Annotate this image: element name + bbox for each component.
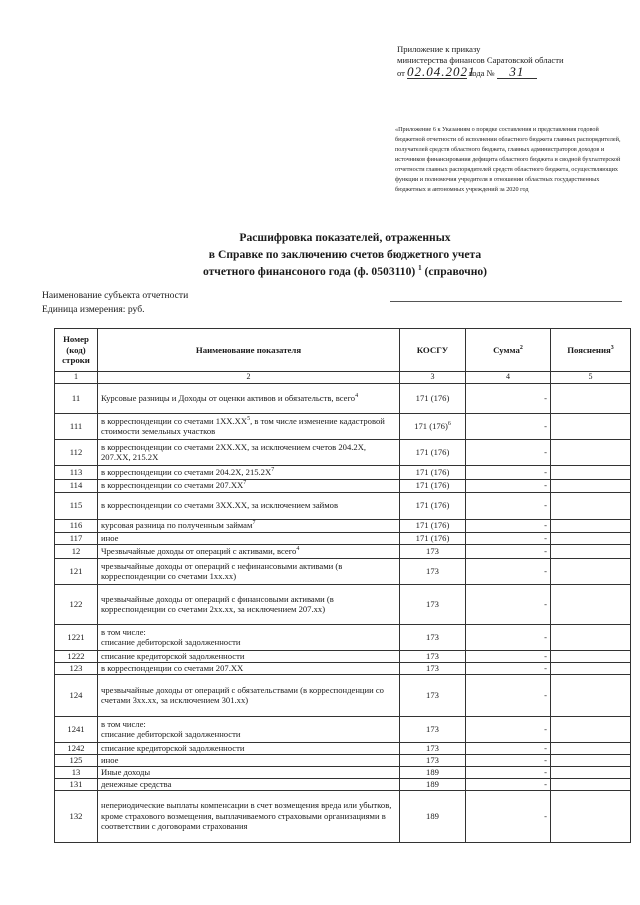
table-row xyxy=(55,479,631,492)
column-index-row xyxy=(55,372,631,384)
row-explanation xyxy=(551,479,631,492)
row-code: 112 xyxy=(55,439,98,465)
row-kosgu xyxy=(400,716,466,742)
row-kosgu xyxy=(400,754,466,766)
row-kosgu xyxy=(400,479,466,492)
appendix-line-2: министерства финансов Саратовской области xyxy=(397,55,564,65)
row-name-text: Чрезвычайные доходы от операций с активами, всего xyxy=(101,545,297,556)
unit-label: Единица измерения: руб. xyxy=(42,304,145,315)
row-explanation xyxy=(551,558,631,584)
table-row xyxy=(55,532,631,544)
row-kosgu xyxy=(400,558,466,584)
row-code: 111 xyxy=(55,413,98,439)
row-name-text: денежные средства xyxy=(101,778,172,789)
table-row xyxy=(55,742,631,754)
row-code: 122 xyxy=(55,584,98,624)
row-code: 113 xyxy=(55,465,98,479)
table-row xyxy=(55,778,631,790)
row-kosgu-text: 171 (176) xyxy=(415,446,450,457)
table-row xyxy=(55,544,631,558)
row-name-text: Иные доходы xyxy=(101,766,151,777)
row-name-text: Курсовые разницы и Доходы от оценки активов и обязательств, всего xyxy=(101,392,356,403)
header-explanation-sup: 3 xyxy=(610,344,614,351)
row-code: 125 xyxy=(55,754,98,766)
row-code: 13 xyxy=(55,766,98,778)
row-footnote: 5 xyxy=(247,415,251,422)
row-kosgu xyxy=(400,519,466,532)
title-tail: (справочно) xyxy=(424,265,488,278)
row-kosgu xyxy=(400,766,466,778)
row-name xyxy=(98,662,400,674)
order-line xyxy=(397,66,627,79)
row-name xyxy=(98,778,400,790)
row-explanation xyxy=(551,742,631,754)
row-kosgu xyxy=(400,465,466,479)
row-explanation xyxy=(551,465,631,479)
column-index: 2 xyxy=(98,372,400,384)
row-sum: - xyxy=(466,519,551,532)
table-row xyxy=(55,716,631,742)
row-kosgu-text: 173 xyxy=(426,650,439,661)
row-name xyxy=(98,492,400,519)
column-index: 3 xyxy=(400,372,466,384)
table-header-row xyxy=(55,329,631,372)
header-code: Номер (код) строки xyxy=(55,329,98,372)
row-name xyxy=(98,754,400,766)
row-explanation xyxy=(551,650,631,662)
table-row xyxy=(55,650,631,662)
title-footnote: 1 xyxy=(418,264,422,273)
row-kosgu-text: 173 xyxy=(426,742,439,753)
title-line-3 xyxy=(150,263,540,280)
row-kosgu-text: 171 (176) xyxy=(414,420,448,431)
row-kosgu-text: 173 xyxy=(426,662,439,673)
table-body xyxy=(55,383,631,842)
row-code: 117 xyxy=(55,532,98,544)
row-sum: - xyxy=(466,650,551,662)
title-line-3-text: отчетного финансоного года (ф. 0503110) xyxy=(202,265,416,278)
row-code: 1242 xyxy=(55,742,98,754)
row-code: 1241 xyxy=(55,716,98,742)
row-kosgu-text: 171 (176) xyxy=(415,532,450,543)
table-row xyxy=(55,439,631,465)
row-name-text: иное xyxy=(101,754,119,765)
row-name xyxy=(98,790,400,842)
header-sum-text: Сумма xyxy=(493,344,520,355)
row-sum: - xyxy=(466,778,551,790)
row-name-text: чрезвычайные доходы от операций с финансовыми активами (в корреспонденции со счетами 2хх.хх, за исключением 207.хх) xyxy=(101,593,334,614)
row-kosgu xyxy=(400,584,466,624)
row-kosgu-text: 173 xyxy=(426,565,439,576)
row-footnote: 7 xyxy=(252,520,256,527)
row-name xyxy=(98,766,400,778)
row-name xyxy=(98,465,400,479)
row-footnote: 4 xyxy=(355,392,359,399)
row-kosgu xyxy=(400,624,466,650)
row-explanation xyxy=(551,544,631,558)
row-explanation xyxy=(551,754,631,766)
row-code: 1222 xyxy=(55,650,98,662)
row-code: 132 xyxy=(55,790,98,842)
row-code: 124 xyxy=(55,674,98,716)
row-explanation xyxy=(551,790,631,842)
column-index: 4 xyxy=(466,372,551,384)
row-name-text: в том числе: списание дебиторской задолженности xyxy=(101,718,241,739)
row-sum: - xyxy=(466,383,551,413)
row-kosgu xyxy=(400,544,466,558)
row-kosgu-footnote: 6 xyxy=(447,420,451,427)
row-sum: - xyxy=(466,558,551,584)
appendix-note: «Приложение 6 к Указаниям о порядке составления и представления годовой бюджетной отчетности об исполнении областного бюджета главных распорядителей, получателей средств областного бюджета, главных администраторов доходов и источников финансирования дефицита областного бюджета и сводной бухгалтерской отчетности главных распорядителей средств областного бюджета, осуществляющих функции и полномочия учредителя в отношении областных государственных бюджетных и автономных учреждений за 2020 год xyxy=(395,126,621,193)
row-sum: - xyxy=(466,439,551,465)
appendix-line-1: Приложение к приказу xyxy=(397,44,481,54)
row-kosgu-text: 173 xyxy=(426,598,439,609)
row-name-text: непериодические выплаты компенсации в счет возмещения вреда или убытков, кроме страхового возмещения, выплачиваемого страховыми организациями в соответствии с договорами страхования xyxy=(101,800,392,832)
row-sum: - xyxy=(466,716,551,742)
row-sum: - xyxy=(466,479,551,492)
row-name xyxy=(98,413,400,439)
header-sum xyxy=(466,329,551,372)
row-code: 114 xyxy=(55,479,98,492)
row-kosgu xyxy=(400,383,466,413)
row-kosgu-text: 189 xyxy=(426,810,439,821)
row-name xyxy=(98,544,400,558)
row-name xyxy=(98,742,400,754)
row-sum: - xyxy=(466,662,551,674)
row-explanation xyxy=(551,674,631,716)
row-kosgu xyxy=(400,790,466,842)
row-footnote: 4 xyxy=(296,545,300,552)
year-label: года № xyxy=(468,68,495,78)
header-kosgu: КОСГУ xyxy=(400,329,466,372)
table-row xyxy=(55,492,631,519)
row-footnote: 7 xyxy=(243,480,247,487)
row-sum: - xyxy=(466,742,551,754)
table-row xyxy=(55,662,631,674)
row-kosgu-text: 171 (176) xyxy=(415,500,450,511)
handwritten-date: 02.04.2021 xyxy=(406,64,476,79)
report-table xyxy=(54,328,631,843)
row-name-text: иное xyxy=(101,532,119,543)
row-code: 12 xyxy=(55,544,98,558)
table-row xyxy=(55,790,631,842)
column-index: 5 xyxy=(551,372,631,384)
appendix-block xyxy=(397,44,627,79)
title-line-1: Расшифровка показателей, отраженных xyxy=(239,231,451,244)
row-sum: - xyxy=(466,532,551,544)
from-label: от xyxy=(397,68,405,78)
row-name xyxy=(98,624,400,650)
table-row xyxy=(55,558,631,584)
row-name xyxy=(98,650,400,662)
row-explanation xyxy=(551,519,631,532)
row-name xyxy=(98,519,400,532)
row-name-text: списание кредиторской задолженности xyxy=(101,650,245,661)
row-explanation xyxy=(551,662,631,674)
row-code: 131 xyxy=(55,778,98,790)
table-row xyxy=(55,624,631,650)
row-sum: - xyxy=(466,624,551,650)
row-sum: - xyxy=(466,766,551,778)
row-kosgu-text: 173 xyxy=(426,545,439,556)
row-name-text: списание кредиторской задолженности xyxy=(101,742,245,753)
row-kosgu-text: 189 xyxy=(426,766,439,777)
row-kosgu xyxy=(400,413,466,439)
table-row xyxy=(55,519,631,532)
row-name xyxy=(98,716,400,742)
entity-field[interactable] xyxy=(390,301,622,302)
document-title xyxy=(150,229,540,280)
row-name xyxy=(98,479,400,492)
entity-label: Наименование субъекта отчетности xyxy=(42,290,189,301)
row-explanation xyxy=(551,532,631,544)
table-row xyxy=(55,674,631,716)
row-explanation xyxy=(551,383,631,413)
table-row xyxy=(55,584,631,624)
column-index: 1 xyxy=(55,372,98,384)
row-kosgu-text: 189 xyxy=(426,778,439,789)
row-code: 115 xyxy=(55,492,98,519)
table-row xyxy=(55,465,631,479)
table-row xyxy=(55,754,631,766)
row-kosgu xyxy=(400,674,466,716)
row-explanation xyxy=(551,766,631,778)
row-code: 121 xyxy=(55,558,98,584)
row-name-text: в корреспонденции со счетами 1ХХ.ХХ xyxy=(101,415,248,426)
row-name xyxy=(98,532,400,544)
header-explanation-text: Пояснения xyxy=(567,344,611,355)
row-kosgu-text: 173 xyxy=(426,723,439,734)
row-sum: - xyxy=(466,790,551,842)
row-explanation xyxy=(551,439,631,465)
row-kosgu xyxy=(400,532,466,544)
row-kosgu-text: 171 (176) xyxy=(415,480,450,491)
row-kosgu xyxy=(400,492,466,519)
table-row xyxy=(55,766,631,778)
row-name xyxy=(98,558,400,584)
row-name-text: курсовая разница по полученным займам xyxy=(101,520,253,531)
row-explanation xyxy=(551,716,631,742)
row-name xyxy=(98,584,400,624)
header-name: Наименование показателя xyxy=(98,329,400,372)
row-sum: - xyxy=(466,544,551,558)
row-sum: - xyxy=(466,465,551,479)
row-explanation xyxy=(551,584,631,624)
row-explanation xyxy=(551,492,631,519)
row-name-text: в корреспонденции со счетами 2ХХ.ХХ, за исключением счетов 204.2Х, 207.ХХ, 215.2Х xyxy=(101,441,367,462)
row-explanation xyxy=(551,778,631,790)
row-footnote: 7 xyxy=(271,466,275,473)
row-name-text: в корреспонденции со счетами 204.2Х, 215.2Х xyxy=(101,466,272,477)
row-sum: - xyxy=(466,674,551,716)
table-row xyxy=(55,383,631,413)
row-kosgu xyxy=(400,742,466,754)
row-kosgu-text: 171 (176) xyxy=(415,520,450,531)
row-code: 11 xyxy=(55,383,98,413)
row-kosgu xyxy=(400,662,466,674)
row-kosgu-text: 171 (176) xyxy=(415,392,450,403)
row-name-text: в корреспонденции со счетами 207.ХХ xyxy=(101,480,244,491)
row-name-text: в корреспонденции со счетами 207.ХХ xyxy=(101,662,244,673)
row-sum: - xyxy=(466,492,551,519)
row-name-tail: , в том числе изменение кадастровой стоимости земельных участков xyxy=(101,415,385,436)
row-kosgu xyxy=(400,650,466,662)
title-line-2: в Справке по заключению счетов бюджетного учета xyxy=(208,248,482,261)
row-code: 1221 xyxy=(55,624,98,650)
row-kosgu-text: 173 xyxy=(426,689,439,700)
row-explanation xyxy=(551,624,631,650)
row-kosgu xyxy=(400,439,466,465)
row-sum: - xyxy=(466,754,551,766)
row-code: 116 xyxy=(55,519,98,532)
row-code: 123 xyxy=(55,662,98,674)
row-kosgu-text: 173 xyxy=(426,754,439,765)
row-name xyxy=(98,674,400,716)
row-sum: - xyxy=(466,584,551,624)
row-name-text: чрезвычайные доходы от операций с обязательствами (в корреспонденции со счетами 3хх.хх, за исключением 301.хх) xyxy=(101,684,384,705)
row-name-text: в том числе: списание дебиторской задолженности xyxy=(101,626,241,647)
row-name-text: чрезвычайные доходы от операций с нефинансовыми активами (в корреспонденции со счетами 1хх.хх) xyxy=(101,560,343,581)
row-name xyxy=(98,439,400,465)
header-sum-sup: 2 xyxy=(519,344,523,351)
table-row xyxy=(55,413,631,439)
row-kosgu-text: 171 (176) xyxy=(415,466,450,477)
row-kosgu-text: 173 xyxy=(426,631,439,642)
row-explanation xyxy=(551,413,631,439)
row-kosgu xyxy=(400,778,466,790)
handwritten-number: 31 xyxy=(497,66,537,79)
row-sum: - xyxy=(466,413,551,439)
header-explanation xyxy=(551,329,631,372)
row-name xyxy=(98,383,400,413)
row-name-text: в корреспонденции со счетами 3ХХ.ХХ, за исключением займов xyxy=(101,500,339,511)
